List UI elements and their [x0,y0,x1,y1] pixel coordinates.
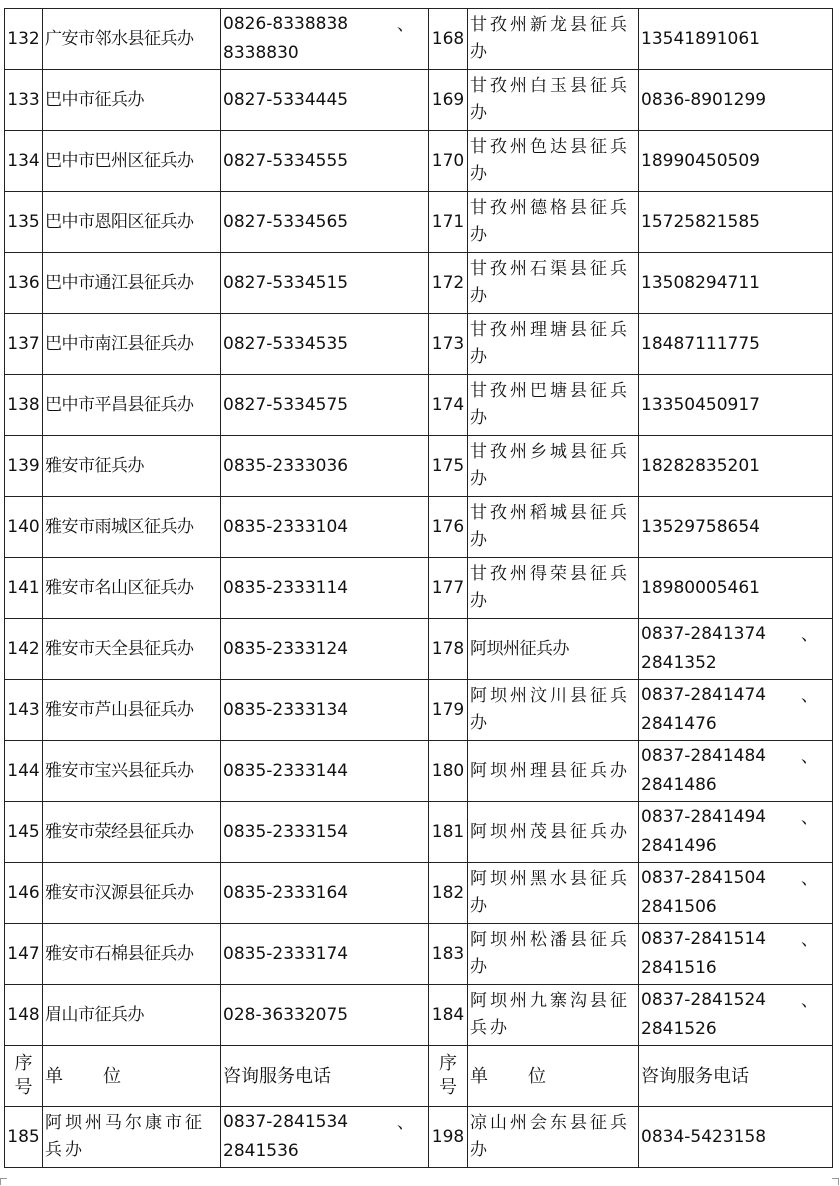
row-number: 139 [5,436,43,497]
phone-number: 0835-2333174 [223,943,349,964]
row-number: 148 [5,985,43,1046]
phone-cell [221,192,429,253]
row-number: 141 [5,558,43,619]
phone-cell [221,741,429,802]
phone-number: 18487111775 [641,333,760,354]
office-name: 阿坝州松潘县征兵办 [468,924,639,985]
row-number: 198 [429,1107,468,1168]
header-unit [468,1046,639,1107]
phone-cell [221,436,429,497]
row-number: 178 [429,619,468,680]
table-row [5,436,833,497]
office-name: 巴中市平昌县征兵办 [43,375,221,436]
office-name: 广安市邻水县征兵办 [43,9,221,70]
row-number: 180 [429,741,468,802]
phone-cell [221,314,429,375]
table-row [5,741,833,802]
phone-number: 2841352 [641,653,717,673]
phone-number: 0834-5423158 [641,1126,767,1147]
office-name: 阿坝州黑水县征兵办 [468,863,639,924]
table-row [5,131,833,192]
phone-number: 0837-2841474 [641,685,767,705]
row-number: 145 [5,802,43,863]
phone-number: 0837-2841374 [641,624,767,644]
phone-cell [221,558,429,619]
phone-separator: 、 [801,991,818,1011]
phone-number: 2841496 [641,836,717,856]
phone-number: 0836-8901299 [641,89,767,110]
header-unit [43,1046,221,1107]
phone-number: 2841506 [641,897,717,917]
phone-number: 2841486 [641,775,717,795]
table-row [5,1107,833,1168]
office-name: 阿坝州茂县征兵办 [468,802,639,863]
row-number: 137 [5,314,43,375]
row-number: 135 [5,192,43,253]
phone-cell [639,70,833,131]
phone-cell [639,863,833,924]
phone-number: 0837-2841504 [641,868,767,888]
phone-cell [639,741,833,802]
table-row [5,924,833,985]
phone-number: 13541891061 [641,28,760,49]
phone-cell [221,1107,429,1168]
phone-cell [221,253,429,314]
table-row [5,314,833,375]
phone-separator: 、 [801,747,818,767]
office-name: 巴中市通江县征兵办 [43,253,221,314]
row-number: 143 [5,680,43,741]
phone-cell [221,497,429,558]
phone-number: 0827-5334535 [223,333,349,354]
office-name: 甘孜州乡城县征兵办 [468,436,639,497]
row-number: 176 [429,497,468,558]
row-number: 146 [5,863,43,924]
header-number: 序号 [5,1046,43,1107]
table-row [5,619,833,680]
row-number: 173 [429,314,468,375]
phone-separator: 、 [397,1113,414,1133]
row-number: 138 [5,375,43,436]
phone-number: 0837-2841484 [641,746,767,766]
table-row [5,9,833,70]
row-number: 142 [5,619,43,680]
phone-number: 0826-8338838 [223,14,349,34]
phone-cell [221,680,429,741]
phone-number: 18282835201 [641,455,760,476]
office-name: 阿坝州九寨沟县征兵办 [468,985,639,1046]
header-row [5,1046,833,1107]
phone-number: 0827-5334515 [223,272,349,293]
phone-number: 028-36332075 [223,1004,349,1025]
table-row [5,375,833,436]
row-number: 171 [429,192,468,253]
row-number: 175 [429,436,468,497]
phone-cell [221,9,429,70]
header-unit-a: 单 [470,1065,488,1087]
phone-number: 0827-5334445 [223,89,349,110]
header-unit-b: 位 [528,1065,546,1087]
phone-number: 0835-2333164 [223,882,349,903]
phone-separator: 、 [801,808,818,828]
table-row [5,802,833,863]
office-name: 阿坝州征兵办 [468,619,639,680]
table-row [5,985,833,1046]
office-name: 凉山州会东县征兵办 [468,1107,639,1168]
phone-number: 0837-2841524 [641,990,767,1010]
phone-separator: 、 [801,625,818,645]
phone-cell [639,924,833,985]
phone-separator: 、 [801,869,818,889]
office-name: 巴中市征兵办 [43,70,221,131]
office-name: 雅安市征兵办 [43,436,221,497]
row-number: 185 [5,1107,43,1168]
row-number: 181 [429,802,468,863]
phone-cell [221,802,429,863]
table-row [5,680,833,741]
header-phone: 咨询服务电话 [221,1046,429,1107]
office-name: 甘孜州石渠县征兵办 [468,253,639,314]
phone-cell [639,375,833,436]
phone-number: 13529758654 [641,516,760,537]
header-phone: 咨询服务电话 [639,1046,833,1107]
phone-cell [639,680,833,741]
phone-cell [639,1107,833,1168]
recruitment-office-table [4,8,833,1168]
row-number: 140 [5,497,43,558]
office-name: 阿坝州理县征兵办 [468,741,639,802]
table-row [5,863,833,924]
office-name: 巴中市巴州区征兵办 [43,131,221,192]
table-row [5,253,833,314]
phone-cell [221,985,429,1046]
office-name: 雅安市宝兴县征兵办 [43,741,221,802]
phone-number: 2841516 [641,958,717,978]
office-name: 眉山市征兵办 [43,985,221,1046]
phone-number: 0835-2333144 [223,760,349,781]
office-name: 甘孜州理塘县征兵办 [468,314,639,375]
phone-number: 2841526 [641,1019,717,1039]
phone-number: 2841476 [641,714,717,734]
table-row [5,558,833,619]
phone-number: 0835-2333114 [223,577,349,598]
phone-number: 18990450509 [641,150,760,171]
phone-separator: 、 [801,686,818,706]
phone-cell [221,375,429,436]
phone-cell [639,436,833,497]
phone-number: 0837-2841514 [641,929,767,949]
office-name: 甘孜州德格县征兵办 [468,192,639,253]
office-name: 阿坝州汶川县征兵办 [468,680,639,741]
phone-cell [639,985,833,1046]
phone-number: 0835-2333104 [223,516,349,537]
office-name: 雅安市芦山县征兵办 [43,680,221,741]
margin-corner-mark [0,1178,7,1185]
phone-number: 0827-5334555 [223,150,349,171]
row-number: 147 [5,924,43,985]
phone-cell [639,497,833,558]
row-number: 133 [5,70,43,131]
office-name: 雅安市石棉县征兵办 [43,924,221,985]
row-number: 144 [5,741,43,802]
margin-corner-mark [832,1178,839,1185]
phone-cell [221,863,429,924]
row-number: 179 [429,680,468,741]
table-row [5,70,833,131]
table-row [5,192,833,253]
phone-separator: 、 [801,930,818,950]
phone-cell [639,131,833,192]
office-name: 甘孜州白玉县征兵办 [468,70,639,131]
office-name: 雅安市名山区征兵办 [43,558,221,619]
phone-number: 0837-2841534 [223,1112,349,1132]
phone-cell [639,558,833,619]
phone-cell [221,131,429,192]
table-body [5,9,833,1168]
phone-number: 0827-5334575 [223,394,349,415]
row-number: 170 [429,131,468,192]
phone-number: 15725821585 [641,211,760,232]
row-number: 169 [429,70,468,131]
office-name: 雅安市荥经县征兵办 [43,802,221,863]
office-name: 巴中市南江县征兵办 [43,314,221,375]
phone-cell [639,802,833,863]
row-number: 184 [429,985,468,1046]
phone-number: 13350450917 [641,394,760,415]
phone-number: 0835-2333154 [223,821,349,842]
phone-separator: 、 [397,15,414,35]
office-name: 巴中市恩阳区征兵办 [43,192,221,253]
row-number: 177 [429,558,468,619]
header-unit-b: 位 [103,1065,121,1087]
office-name: 雅安市雨城区征兵办 [43,497,221,558]
office-name: 甘孜州色达县征兵办 [468,131,639,192]
phone-cell [639,253,833,314]
row-number: 168 [429,9,468,70]
office-name: 甘孜州稻城县征兵办 [468,497,639,558]
office-name: 甘孜州新龙县征兵办 [468,9,639,70]
phone-number: 0837-2841494 [641,807,767,827]
office-name: 雅安市天全县征兵办 [43,619,221,680]
row-number: 183 [429,924,468,985]
office-name: 雅安市汉源县征兵办 [43,863,221,924]
header-number: 序号 [429,1046,468,1107]
row-number: 172 [429,253,468,314]
row-number: 174 [429,375,468,436]
phone-cell [221,924,429,985]
header-unit-a: 单 [45,1065,63,1087]
row-number: 134 [5,131,43,192]
office-name: 甘孜州巴塘县征兵办 [468,375,639,436]
phone-cell [221,619,429,680]
phone-cell [221,70,429,131]
phone-number: 8338830 [223,43,299,63]
phone-number: 0835-2333124 [223,638,349,659]
phone-cell [639,619,833,680]
row-number: 182 [429,863,468,924]
office-name: 阿坝州马尔康市征兵办 [43,1107,221,1168]
table-row [5,497,833,558]
row-number: 136 [5,253,43,314]
phone-number: 13508294711 [641,272,760,293]
phone-cell [639,9,833,70]
phone-cell [639,192,833,253]
phone-number: 0827-5334565 [223,211,349,232]
phone-number: 18980005461 [641,577,760,598]
phone-number: 0835-2333134 [223,699,349,720]
phone-number: 2841536 [223,1141,299,1161]
phone-cell [639,314,833,375]
phone-number: 0835-2333036 [223,455,349,476]
office-name: 甘孜州得荣县征兵办 [468,558,639,619]
row-number: 132 [5,9,43,70]
